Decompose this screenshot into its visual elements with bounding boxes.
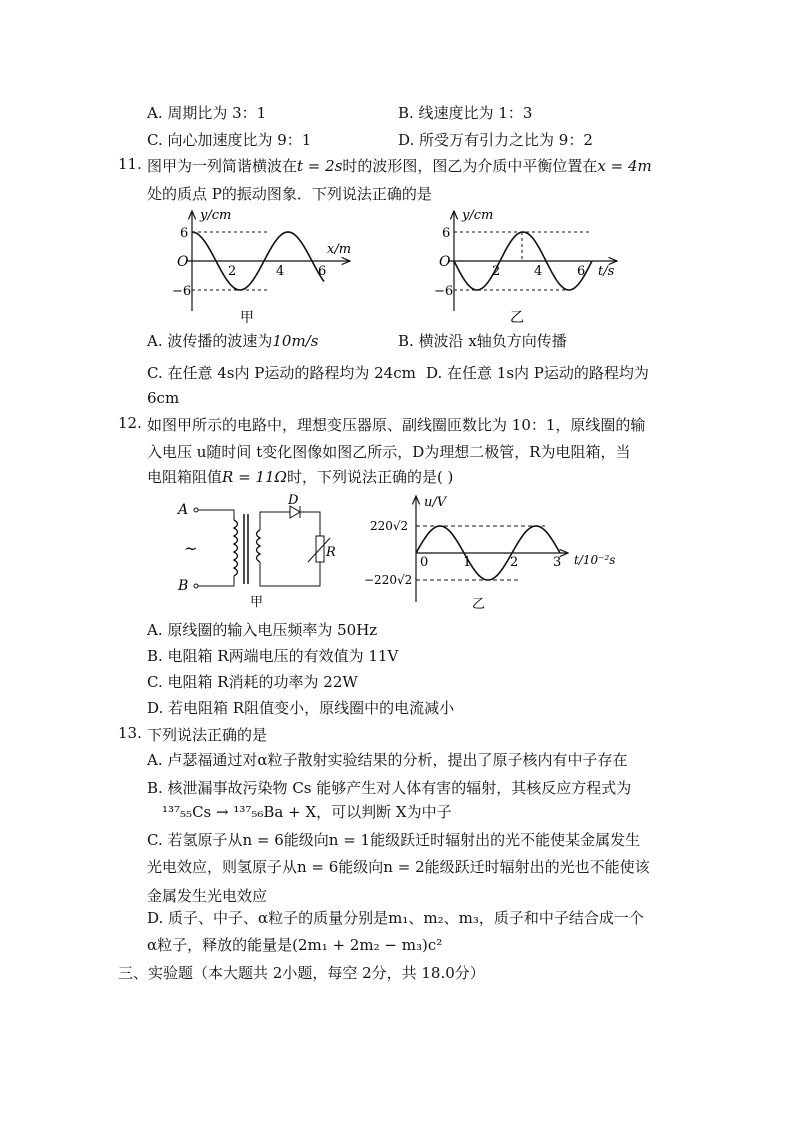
q12-number: 12. [118, 414, 142, 432]
q12-fig2-tick-3: 3 [553, 555, 562, 570]
q11-number: 11. [118, 155, 142, 173]
q13-option-c-line2: 光电效应，则氢原子从n = 6能级向n = 2能级跃迁时辐射出的光也不能使该 [147, 858, 650, 876]
q12-stem-line3: 电阻箱阻值R = 11Ω时，下列说法正确的是( ) [147, 468, 454, 486]
q11-fig1-xlabel: x/m [327, 242, 352, 257]
section-3-heading: 三、实验题（本大题共 2小题，每空 2分，共 18.0分） [118, 964, 485, 982]
q11-option-c: C. 在任意 4s内 P运动的路程均为 24cm [147, 364, 416, 382]
q13-option-a: A. 卢瑟福通过对α粒子散射实验结果的分析，提出了原子核内有中子存在 [147, 751, 628, 769]
q11-fig1-ymax: 6 [180, 226, 189, 241]
q12-fig2-ymax: 220√2 [370, 519, 409, 533]
q13-option-b-line2: ¹³⁷₅₅Cs → ¹³⁷₅₆Ba + X，可以判断 X为中子 [162, 803, 452, 821]
q11-stem-line2: 处的质点 P的振动图象．下列说法正确的是 [147, 185, 432, 203]
q11-fig1-caption: 甲 [240, 310, 254, 325]
q12-stem-line2: 入电压 u随时间 t变化图像如图乙所示，D为理想二极管，R为电阻箱，当 [147, 443, 631, 461]
q13-option-d-line1: D. 质子、中子、α粒子的质量分别是m₁、m₂、m₃，质子和中子结合成一个 [147, 909, 644, 927]
q11-figure-yi [422, 205, 627, 325]
q11-fig1-tick-6: 6 [318, 264, 327, 279]
q11-option-a: A. 波传播的波速为10m/s [147, 332, 319, 350]
q13-stem: 下列说法正确的是 [147, 726, 268, 744]
q11-fig2-caption: 乙 [510, 310, 524, 325]
q13-option-c-line3: 金属发生光电效应 [147, 887, 268, 905]
q11-stem-line1: 图甲为一列简谐横波在t = 2s时的波形图，图乙为介质中平衡位置在x = 4m [147, 157, 652, 175]
q12-ac-symbol: ~ [184, 539, 198, 558]
q12-fig2-ylabel: u/V [424, 495, 447, 510]
q11-option-b: B. 横波沿 x轴负方向传播 [398, 332, 567, 350]
q11-fig2-origin: O [439, 254, 451, 270]
q12-voltage-graph [360, 492, 625, 616]
q12-diode-label: D [288, 493, 299, 508]
q11-option-d: D. 在任意 1s内 P运动的路程均为 [426, 364, 649, 382]
q13-option-c-line1: C. 若氢原子从n = 6能级向n = 1能级跃迁时辐射出的光不能使某金属发生 [147, 831, 641, 849]
q12-fig2-tick-1: 1 [463, 555, 472, 570]
q13-number: 13. [118, 724, 142, 742]
q12-terminal-b: B [178, 578, 189, 594]
q11-fig2-xlabel: t/s [598, 264, 615, 279]
q12-fig2-caption: 乙 [472, 597, 486, 612]
q11-fig1-ymin: −6 [172, 284, 192, 299]
q11-fig2-ylabel: y/cm [462, 208, 494, 223]
q12-circuit-figure [170, 492, 340, 612]
q11-figure-jia [160, 205, 360, 325]
q12-fig2-tick-2: 2 [510, 555, 519, 570]
q12-terminal-a: A [178, 502, 189, 518]
q10-option-b: B. 线速度比为 1：3 [398, 104, 533, 122]
q11-fig1-tick-2: 2 [228, 264, 237, 279]
q11-fig2-tick-6: 6 [577, 264, 586, 279]
q12-stem-line1: 如图甲所示的电路中，理想变压器原、副线圈匝数比为 10：1，原线圈的输 [147, 416, 646, 434]
q11-fig2-ymax: 6 [442, 226, 451, 241]
q12-option-a: A. 原线圈的输入电压频率为 50Hz [147, 621, 378, 639]
q11-fig2-tick-4: 4 [534, 264, 543, 279]
q11-fig1-tick-4: 4 [276, 264, 285, 279]
q12-fig2-origin: 0 [420, 555, 429, 570]
q12-fig2-ymin: −220√2 [364, 573, 413, 587]
q11-fig2-ymin: −6 [434, 284, 454, 299]
q11-option-d-cont: 6cm [147, 389, 180, 407]
q11-fig1-origin: O [177, 254, 189, 270]
q11-fig1-ylabel: y/cm [200, 208, 232, 223]
q11-fig2-tick-2: 2 [492, 264, 501, 279]
q12-option-b: B. 电阻箱 R两端电压的有效值为 11V [147, 647, 399, 665]
q12-option-d: D. 若电阻箱 R阻值变小，原线圈中的电流减小 [147, 699, 455, 717]
q10-option-c: C. 向心加速度比为 9：1 [147, 131, 312, 149]
q12-fig1-caption: 甲 [250, 595, 264, 610]
q10-option-d: D. 所受万有引力之比为 9：2 [398, 131, 593, 149]
q10-option-a: A. 周期比为 3：1 [147, 104, 267, 122]
q12-option-c: C. 电阻箱 R消耗的功率为 22W [147, 673, 358, 691]
q13-option-d-line2: α粒子，释放的能量是(2m₁ + 2m₂ − m₃)c² [147, 936, 443, 954]
q12-fig2-xlabel: t/10⁻²s [574, 553, 616, 567]
q12-resistor-label: R [326, 545, 336, 560]
q13-option-b-line1: B. 核泄漏事故污染物 Cs 能够产生对人体有害的辐射，其核反应方程式为 [147, 779, 632, 797]
